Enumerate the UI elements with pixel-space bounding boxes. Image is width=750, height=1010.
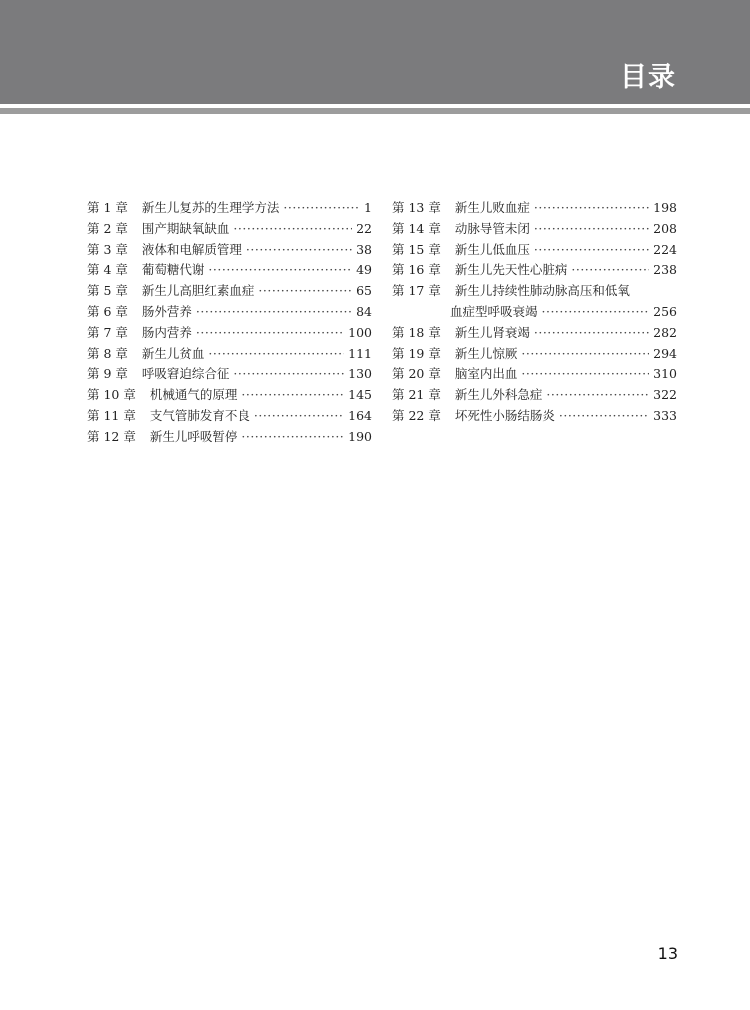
toc-page: 333	[653, 407, 677, 423]
toc-leader-dots	[534, 198, 649, 219]
toc-page: 22	[356, 220, 372, 236]
toc-entry[interactable]	[87, 344, 372, 365]
toc-title: 葡萄糖代谢	[141, 262, 205, 278]
toc-entry[interactable]	[392, 281, 677, 302]
toc-chapter: 第 20 章	[392, 366, 441, 382]
toc-chapter: 第 1 章	[87, 200, 128, 215]
toc-title: 动脉导管未闭	[454, 220, 530, 236]
toc-leader-dots	[559, 406, 649, 427]
toc-page: 238	[653, 262, 677, 278]
toc-chapter: 第 21 章	[392, 387, 441, 403]
toc-entry[interactable]	[87, 323, 372, 344]
toc-title: 新生儿高胆红素血症	[141, 283, 255, 299]
toc-chapter: 第 13 章	[392, 200, 441, 215]
toc-title: 新生儿先天性心脏病	[454, 262, 568, 278]
toc-page: 208	[653, 220, 677, 236]
toc-chapter: 第 14 章	[392, 220, 441, 236]
toc-leader-dots	[233, 219, 352, 240]
toc-page: 224	[653, 241, 677, 257]
toc-title: 新生儿肾衰竭	[454, 324, 530, 340]
toc-entry[interactable]	[392, 219, 677, 240]
toc-page: 282	[653, 324, 677, 340]
toc-entry[interactable]	[87, 240, 372, 261]
toc-entry[interactable]	[392, 240, 677, 261]
header-rule-gray	[0, 108, 750, 114]
toc-title: 新生儿呼吸暂停	[149, 428, 238, 444]
toc-leader-dots	[571, 260, 649, 281]
toc-entry-continuation[interactable]	[392, 302, 677, 323]
toc-chapter: 第 17 章	[392, 283, 441, 299]
toc-entry[interactable]	[392, 406, 677, 427]
toc-title: 新生儿败血症	[454, 200, 530, 215]
toc-page: 322	[653, 387, 677, 403]
toc-entry[interactable]	[87, 385, 372, 406]
toc-page: 111	[348, 345, 372, 361]
toc-title: 新生儿复苏的生理学方法	[141, 200, 280, 215]
toc-entry[interactable]	[87, 281, 372, 302]
toc-entry[interactable]	[392, 344, 677, 365]
toc-chapter: 第 9 章	[87, 366, 128, 382]
toc-leader-dots	[534, 240, 649, 261]
toc-page: 38	[356, 241, 372, 257]
toc-leader-dots	[196, 323, 344, 344]
toc-title: 新生儿低血压	[454, 241, 530, 257]
toc-page: 198	[653, 200, 677, 215]
toc-entry[interactable]	[87, 260, 372, 281]
toc-chapter: 第 3 章	[87, 241, 128, 257]
toc-leader-dots	[208, 260, 352, 281]
page-number: 13	[657, 944, 678, 963]
toc-chapter: 第 15 章	[392, 241, 441, 257]
toc-title: 新生儿持续性肺动脉高压和低氧	[454, 283, 630, 299]
toc-page: 1	[364, 200, 372, 215]
toc-page: 49	[356, 262, 372, 278]
toc-leader-dots	[546, 385, 649, 406]
toc-page: 65	[356, 283, 372, 299]
toc-entry[interactable]	[392, 323, 677, 344]
toc-leader-dots	[246, 240, 352, 261]
toc-leader-dots	[241, 385, 344, 406]
toc-chapter: 第 11 章	[87, 407, 136, 423]
toc-leader-dots	[258, 281, 352, 302]
toc-chapter: 第 18 章	[392, 324, 441, 340]
toc-leader-dots	[283, 198, 360, 219]
toc-title: 坏死性小肠结肠炎	[454, 407, 555, 423]
toc-chapter: 第 5 章	[87, 283, 128, 299]
toc-title: 围产期缺氧缺血	[141, 220, 230, 236]
toc-page: 256	[653, 303, 677, 319]
toc-title: 液体和电解质管理	[141, 241, 242, 257]
toc-leader-dots	[542, 302, 650, 323]
toc-chapter: 第 4 章	[87, 262, 128, 278]
toc-entry[interactable]	[87, 198, 372, 219]
toc-column-left	[87, 198, 372, 448]
toc-title-continuation: 血症型呼吸衰竭	[450, 303, 538, 319]
toc-entry[interactable]	[87, 219, 372, 240]
toc-leader-dots	[534, 323, 649, 344]
toc-entry[interactable]	[392, 198, 677, 219]
toc-leader-dots	[521, 364, 649, 385]
toc-leader-dots	[521, 344, 649, 365]
toc-chapter: 第 22 章	[392, 407, 441, 423]
toc-page: 164	[348, 407, 372, 423]
toc-title: 新生儿惊厥	[454, 345, 518, 361]
toc-page: 294	[653, 345, 677, 361]
toc-chapter: 第 16 章	[392, 262, 441, 278]
toc-entry[interactable]	[87, 406, 372, 427]
toc-page: 84	[356, 303, 372, 319]
toc-entry[interactable]	[392, 385, 677, 406]
toc-page: 190	[348, 428, 372, 444]
toc-page: 145	[348, 387, 372, 403]
toc-title: 肠外营养	[141, 303, 192, 319]
toc-leader-dots	[233, 364, 344, 385]
toc-title: 支气管肺发育不良	[149, 407, 250, 423]
toc-chapter: 第 8 章	[87, 345, 128, 361]
toc-title: 肠内营养	[141, 324, 192, 340]
toc-title: 新生儿贫血	[141, 345, 205, 361]
toc-chapter: 第 19 章	[392, 345, 441, 361]
toc-chapter: 第 6 章	[87, 303, 128, 319]
toc-title: 机械通气的原理	[149, 387, 238, 403]
toc-title: 新生儿外科急症	[454, 387, 543, 403]
page-title: 目录	[620, 62, 676, 93]
toc-entry[interactable]	[87, 302, 372, 323]
toc-leader-dots	[241, 427, 344, 448]
toc-leader-dots	[254, 406, 344, 427]
toc-entry[interactable]	[392, 364, 677, 385]
toc-leader-dots	[196, 302, 352, 323]
toc-entry[interactable]	[392, 260, 677, 281]
toc-chapter: 第 12 章	[87, 428, 136, 444]
toc-title: 脑室内出血	[454, 366, 518, 382]
toc-chapter: 第 7 章	[87, 324, 128, 340]
toc-page: 100	[348, 324, 372, 340]
toc-chapter: 第 2 章	[87, 220, 128, 236]
toc-leader-dots	[208, 344, 344, 365]
toc-leader-dots	[534, 219, 649, 240]
toc-page: 130	[348, 366, 372, 382]
toc-column-right	[392, 198, 677, 427]
toc-entry[interactable]	[87, 364, 372, 385]
toc-title: 呼吸窘迫综合征	[141, 366, 230, 382]
toc-page: 310	[653, 366, 677, 382]
toc-chapter: 第 10 章	[87, 387, 136, 403]
toc-entry[interactable]	[87, 427, 372, 448]
